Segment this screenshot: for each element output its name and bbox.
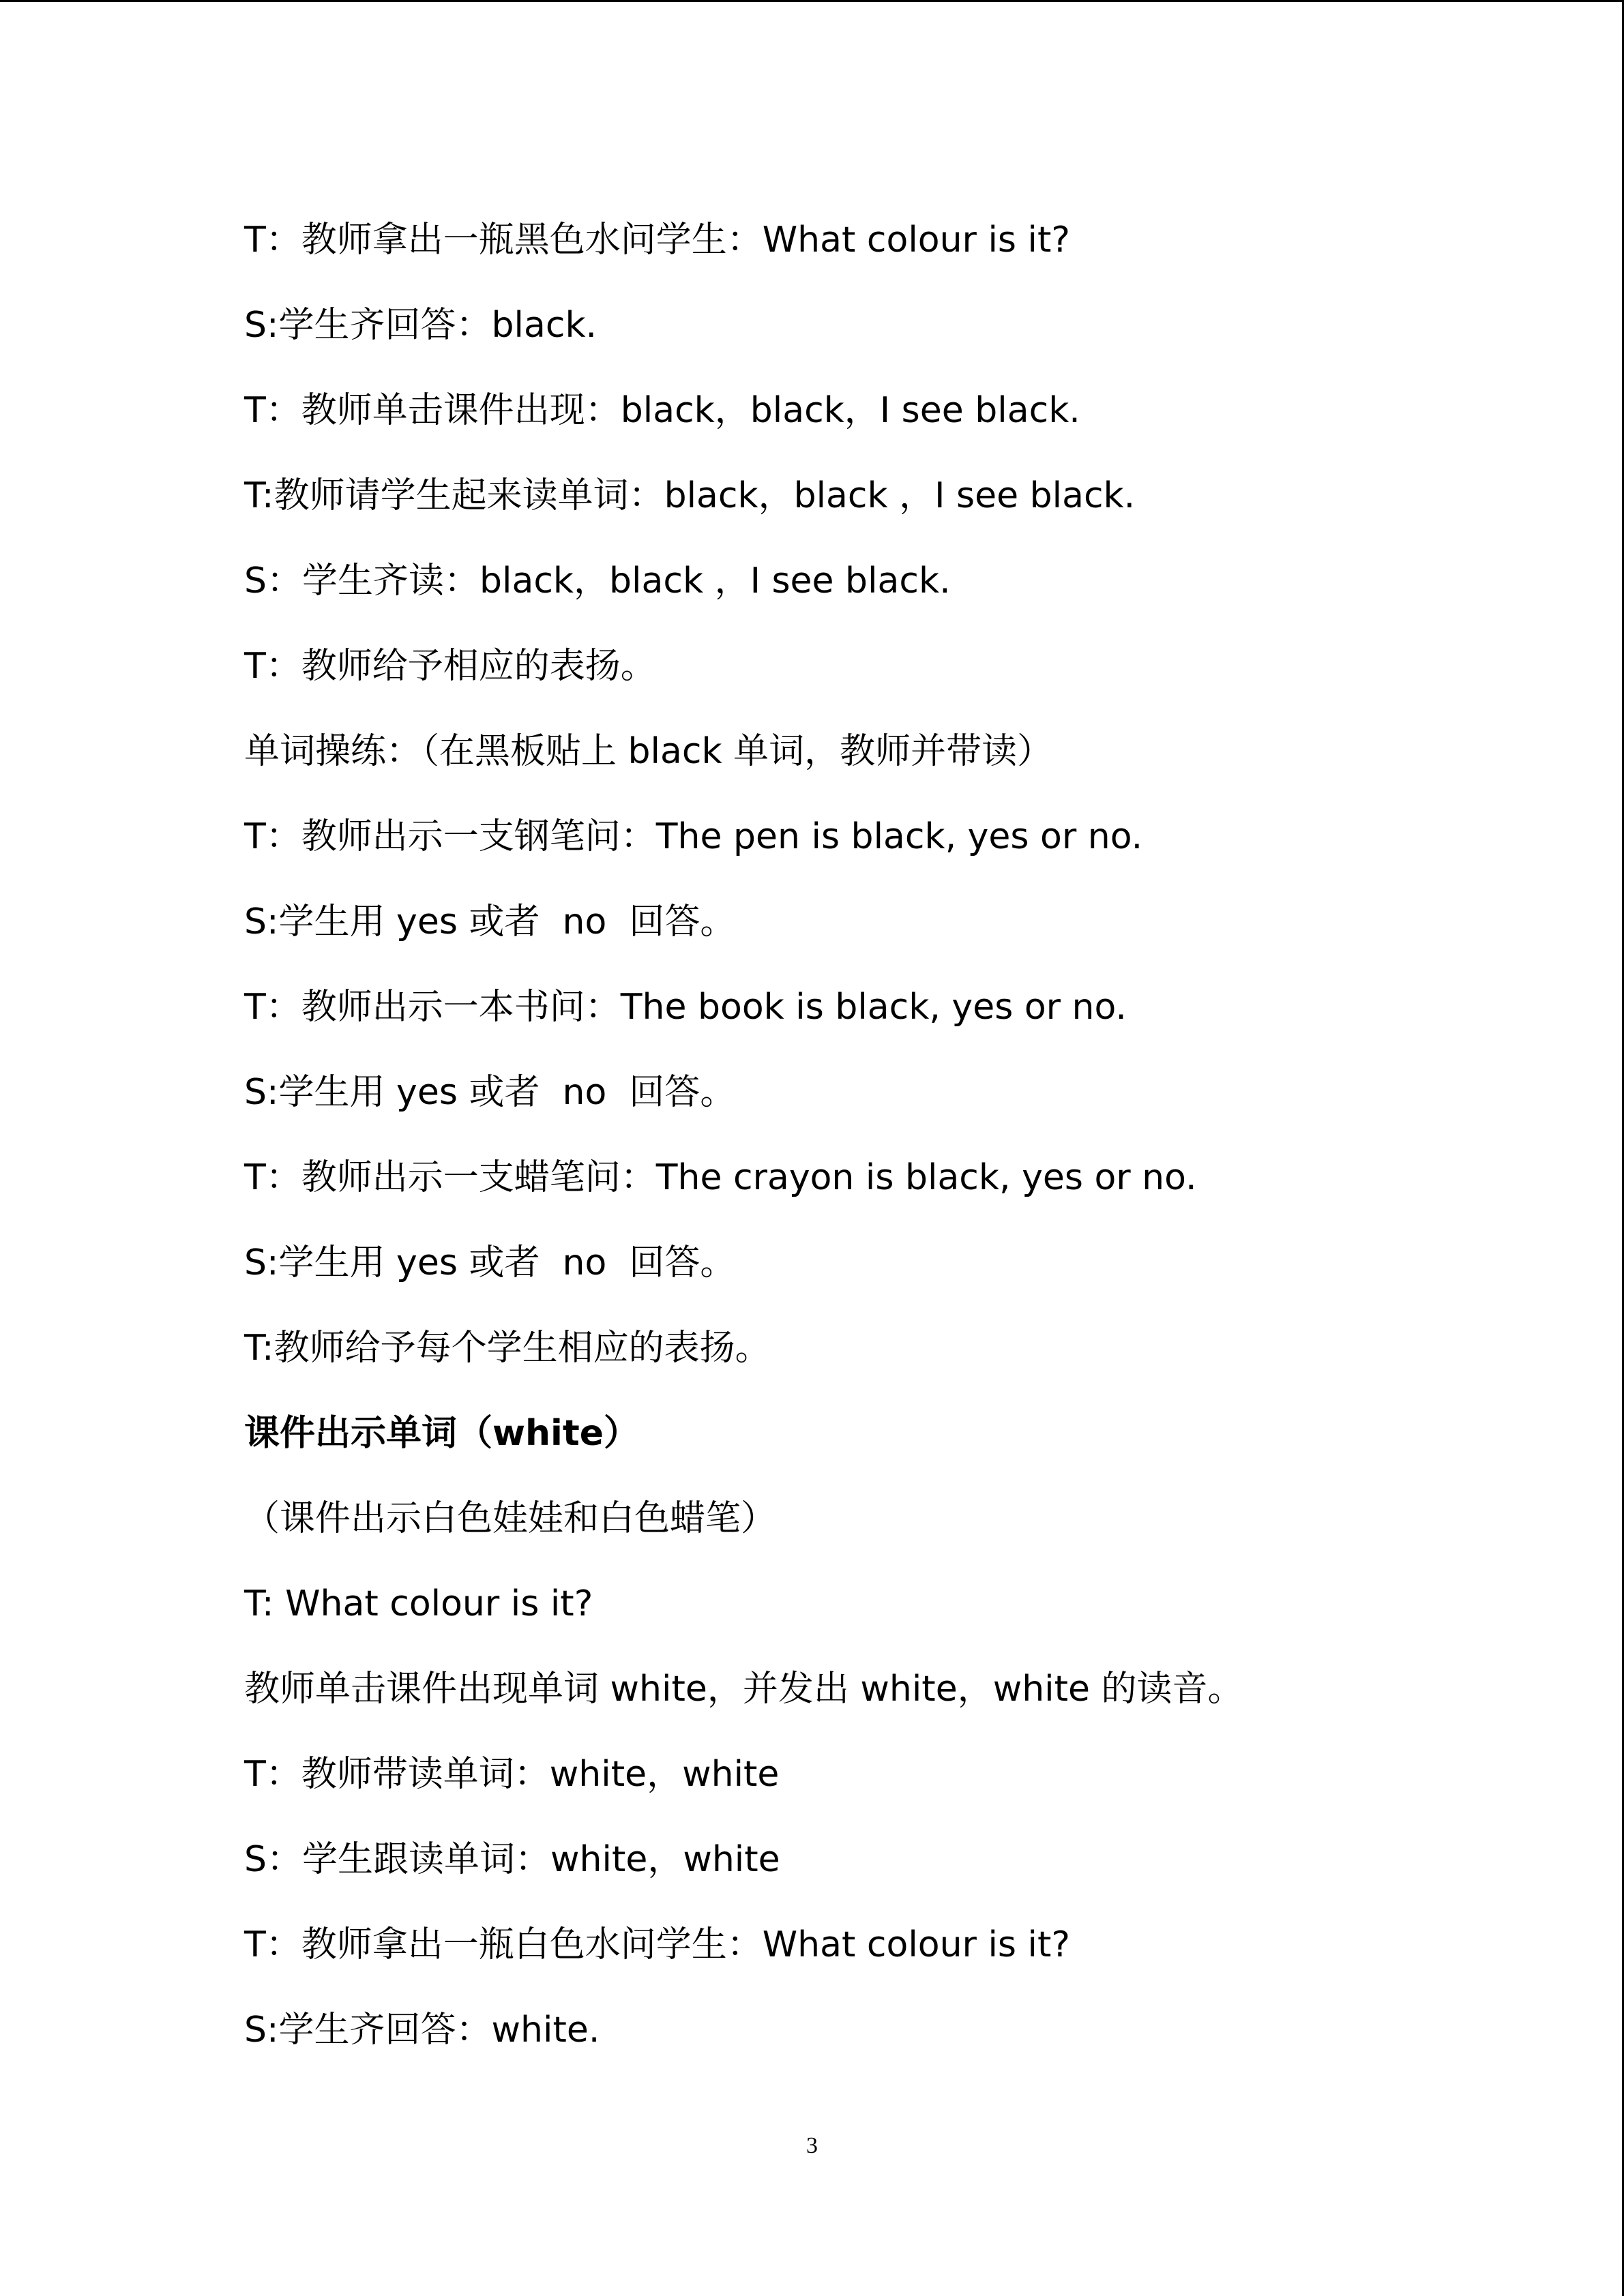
text-line: S:学生用 yes 或者 no 回答。 (244, 901, 736, 942)
text-line: T：教师出示一本书问：The book is black, yes or no. (244, 987, 1127, 1028)
text-line: 单词操练：（在黑板贴上 black 单词，教师并带读） (244, 731, 1053, 772)
text-line: S：学生跟读单词：white，white (244, 1839, 780, 1880)
page-top-border (0, 0, 1624, 2)
text-line: T：教师拿出一瓶黑色水问学生：What colour is it? (244, 220, 1070, 260)
page-number: 3 (806, 2133, 818, 2158)
text-line: S:学生齐回答：black. (244, 305, 597, 346)
text-line: T：教师单击课件出现：black，black，I see black. (244, 390, 1080, 431)
section-heading: 课件出示单词（white） (244, 1413, 640, 1454)
text-line: T:教师请学生起来读单词：black，black ，I see black. (244, 475, 1136, 516)
text-line: T：教师给予相应的表扬。 (244, 646, 656, 687)
text-line: 教师单击课件出现单词 white，并发出 white，white 的读音。 (244, 1669, 1243, 1710)
text-line: T: What colour is it? (244, 1583, 593, 1624)
text-line: S：学生齐读：black，black ，I see black. (244, 561, 951, 601)
text-line: S:学生齐回答：white. (244, 2010, 600, 2051)
text-line: T：教师拿出一瓶白色水问学生：What colour is it? (244, 1924, 1070, 1965)
text-line: T：教师带读单词：white，white (244, 1754, 780, 1795)
text-line: S:学生用 yes 或者 no 回答。 (244, 1242, 736, 1283)
text-line: T:教师给予每个学生相应的表扬。 (244, 1328, 771, 1369)
text-line: T：教师出示一支钢笔问：The pen is black, yes or no. (244, 816, 1143, 857)
document-body (244, 213, 1540, 2088)
text-line: S:学生用 yes 或者 no 回答。 (244, 1072, 736, 1113)
text-line: T：教师出示一支蜡笔问：The crayon is black, yes or no. (244, 1157, 1197, 1198)
text-line: （课件出示白色娃娃和白色蜡笔） (244, 1498, 777, 1539)
